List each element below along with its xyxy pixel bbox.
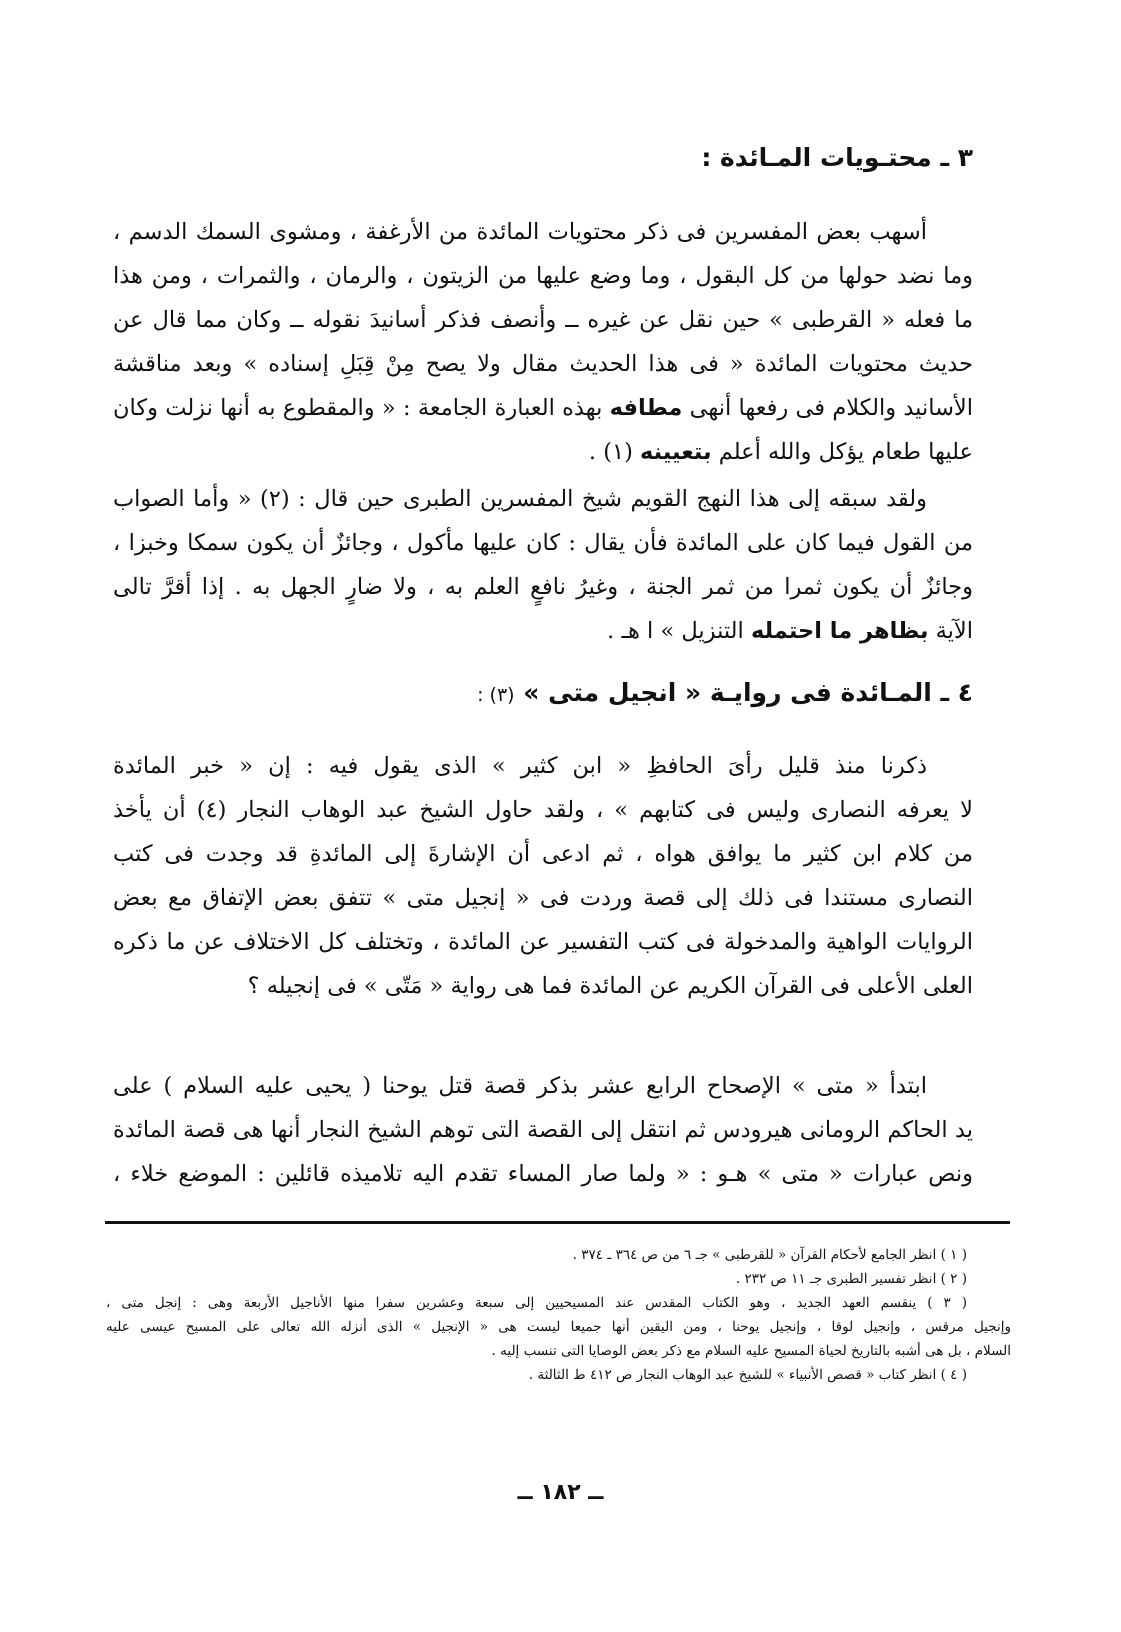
text-line: من كلام ابن كثير ما يوافق هواه ، ثم ادعى أن الإشارةَ إلى المائدةِ قد وجدت فى كتب xyxy=(113,841,973,867)
footnote-1: ( ١ ) انظر الجامع لأحكام القرآن « للقرطبى » جـ ٦ من ص ٣٦٤ ـ ٣٧٤ . xyxy=(572,1247,967,1263)
section-4-paragraph-1 xyxy=(113,744,973,1008)
text-line xyxy=(113,609,973,653)
text-line xyxy=(113,430,973,474)
section-3-paragraph-2 xyxy=(113,477,973,653)
section-3-paragraph-1 xyxy=(113,210,973,474)
text-line: ولقد سبقه إلى هذا النهج القويم شيخ المفسرين الطبرى حين قال : (٢) « وأما الصواب xyxy=(113,486,927,512)
text-line: أسهب بعض المفسرين فى ذكر محتويات المائدة من الأرغفة ، ومشوى السمك الدسم ، xyxy=(113,219,927,245)
footnote-4: ( ٤ ) انظر كتاب « قصص الأنبياء » للشيخ عبد الوهاب النجار ص ٤١٢ ط الثالثة . xyxy=(528,1367,967,1383)
footnote-reference: (٣) : xyxy=(477,684,515,706)
footnotes xyxy=(106,1243,1011,1387)
text-line: ونص عبارات « متى » هـو : « ولما صار المساء تقدم اليه تلاميذه قائلين : الموضع خلاء ، xyxy=(113,1161,973,1187)
footnote-2: ( ٢ ) انظر تفسير الطبرى جـ ١١ ص ٢٣٢ . xyxy=(735,1271,967,1287)
footnote-separator xyxy=(105,1221,1010,1224)
text-line: من القول فيما كان على المائدة فأن يقال : كان عليها مأكول ، وجائزٌ أن يكون سمكا وخبزا ، xyxy=(113,530,973,556)
text-run: التنزيل » ا هـ . xyxy=(607,618,744,644)
footnote-reference: (١) . xyxy=(588,439,633,465)
page-number: ــ ١٨٢ ــ xyxy=(517,1480,604,1505)
text-line: الروايات الواهية والمدخولة فى كتب التفسير عن المائدة ، وتختلف كل الاختلاف عن ما ذكره xyxy=(113,929,973,955)
bold-text-run: مطافه xyxy=(609,395,683,421)
text-run: بهذه العبارة الجامعة : « والمقطوع به أنها نزلت وكان xyxy=(113,395,603,421)
text-line: ذكرنا منذ قليل رأىَ الحافظِ « ابن كثير » الذى يقول فيه : إن « خبر المائدة xyxy=(113,753,927,779)
section-3-heading-text: ٣ ـ محتـويات المـائدة : xyxy=(701,143,973,172)
text-line: يد الحاكم الرومانى هيرودس ثم انتقل إلى القصة التى توهم الشيخ النجار أنها هى قصة المائدة xyxy=(113,1117,973,1143)
text-line: العلى الأعلى فى القرآن الكريم عن المائدة فما هى رواية « مَتّى » فى إنجيله ؟ xyxy=(247,973,973,999)
section-4-paragraph-2 xyxy=(113,1064,973,1196)
text-line: النصارى مستندا فى ذلك إلى قصة وردت فى « إنجيل متى » تتفق بعض الإتفاق مع بعض xyxy=(113,885,973,911)
footnote-3-continued: وإنجيل مرقس ، وإنجيل لوقا ، وإنجيل يوحنا ، ومن اليقين أنها جميعا ليست هى « الإنجيل » الذى أنزله الله تعالى على المسيح عيسى عليه xyxy=(106,1319,1011,1335)
bold-text-run: بتعيينه xyxy=(640,439,712,465)
section-4-heading xyxy=(113,678,973,707)
footnote-3: ( ٣ ) ينقسم العهد الجديد ، وهو الكتاب المقدس عند المسيحيين إلى سبعة وعشرين سفرا منها الأناجيل الأربعة وهى : إنجل متى ، xyxy=(106,1295,967,1311)
footnote-3-continued: السلام ، بل هى أشبه بالتاريخ لحياة المسيح عليه السلام مع ذكر بعض الوصايا التى تنسب إليه . xyxy=(491,1343,1011,1359)
text-line: ابتدأ « متى » الإصحاح الرابع عشر بذكر قصة قتل يوحنا ( يحيى عليه السلام ) على xyxy=(113,1073,927,1099)
text-line: ما فعله « القرطبى » حين نقل عن غيره ــ وأنصف فذكر أسانيدَ نقوله ــ وكان مما قال عن xyxy=(113,307,973,333)
section-3-heading xyxy=(113,143,973,172)
text-run: عليها طعام يؤكل والله أعلم xyxy=(718,439,973,465)
text-run: الأسانيد والكلام فى رفعها أنهى xyxy=(689,395,973,421)
text-line: وجائزٌ أن يكون ثمرا من ثمر الجنة ، وغيرُ نافعٍ العلم به ، ولا ضارٍ الجهل به . إذا أقرَّ تالى xyxy=(113,574,973,600)
text-line: لا يعرفه النصارى وليس فى كتابهم » ، ولقد حاول الشيخ عبد الوهاب النجار (٤) أن يأخذ xyxy=(113,797,973,823)
bold-text-run: بظاهر ما احتمله xyxy=(750,618,929,644)
section-4-heading-text: ٤ ـ المـائدة فى روايـة « انجيل متى » xyxy=(523,678,973,707)
text-line: وما نضد حولها من كل البقول ، وما وضع عليها من الزيتون ، والرمان ، والثمرات ، ومن هذا xyxy=(113,263,973,289)
text-line xyxy=(113,386,973,430)
text-run: الآية xyxy=(935,618,973,644)
text-line: حديث محتويات المائدة « فى هذا الحديث مقال ولا يصح مِنْ قِبَلِ إسناده » وبعد مناقشة xyxy=(113,351,973,377)
